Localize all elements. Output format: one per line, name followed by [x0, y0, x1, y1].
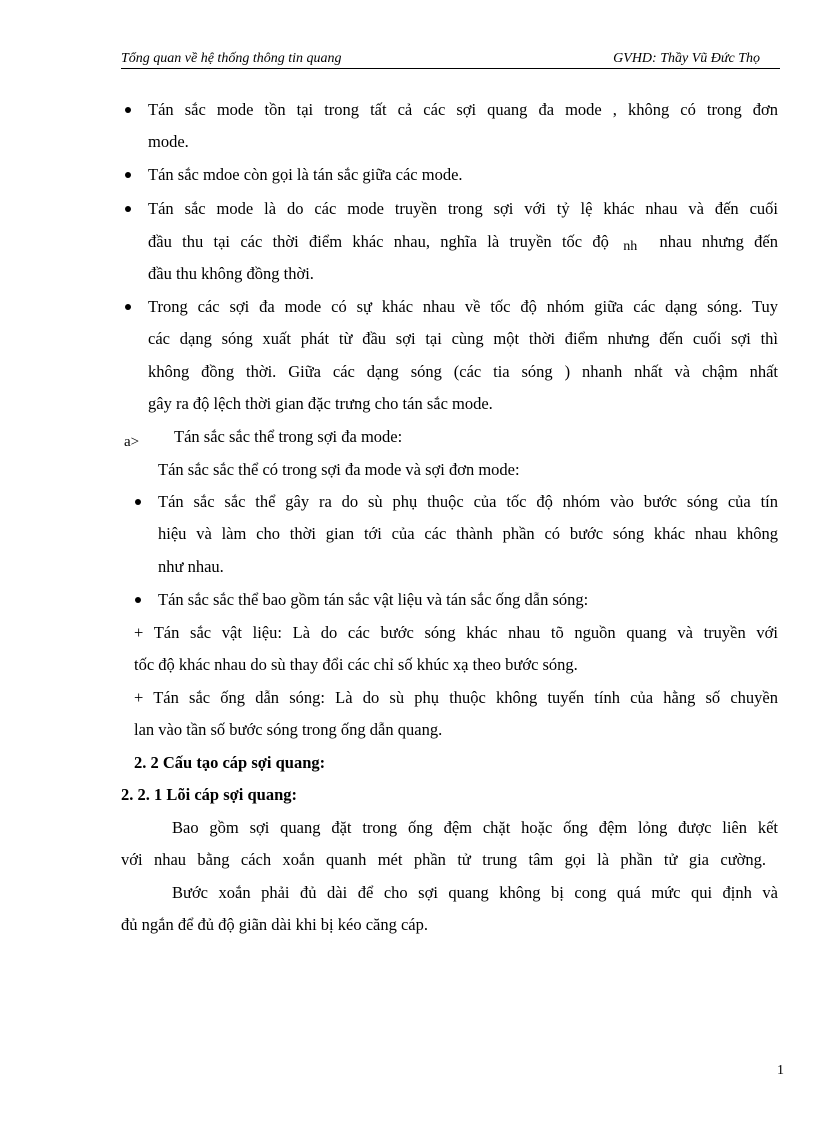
bullet-a1-line-2: hiệu và làm cho thời gian tới của các thành phần có bước sóng khác nhau không	[158, 524, 778, 543]
bullet-a2-line-1: Tán sắc sắc thể bao gồm tán sắc vật liệu và tán sắc ống dẫn sóng:	[158, 590, 589, 609]
paragraph-2-line-2: đủ ngắn để đủ độ giãn dài khi bị kéo căng cáp.	[121, 915, 428, 934]
bullet-4-line-1: Trong các sợi đa mode có sự khác nhau về tốc độ nhóm giữa các dạng sóng. Tuy	[148, 297, 778, 316]
paragraph-1-line-1: Bao gồm sợi quang đặt trong ống đệm chặt hoặc ống đệm lỏng được liên kết	[172, 818, 778, 837]
bullet-dot	[135, 597, 141, 603]
paragraph-2-line-1: Bước xoắn phải đủ dài để cho sợi quang không bị cong quá mức qui định và	[172, 883, 778, 902]
bullet-4-line-3: không đồng thời. Giữa các dạng sóng (các tia sóng ) nhanh nhất và chậm nhất	[148, 362, 778, 381]
subscript-nh: nh	[623, 239, 638, 254]
heading-2-2: 2. 2 Cấu tạo cáp sợi quang:	[134, 753, 326, 772]
section-a-intro: Tán sắc sắc thể có trong sợi đa mode và sợi đơn mode:	[158, 460, 520, 479]
bullet-4-line-2: các dạng sóng xuất phát từ đầu sợi tại cùng một thời điểm nhưng đến cuối sợi thì	[148, 329, 778, 348]
bullet-1-line-1: Tán sắc mode tồn tại trong tất cả các sợi quang đa mode , không có trong đơn	[148, 100, 778, 119]
bullet-3-line-3: đầu thu không đồng thời.	[148, 264, 314, 283]
bullet-1-line-2: mode.	[148, 132, 189, 151]
bullet-3-line-2b: nhau nhưng đến	[659, 232, 779, 251]
paragraph-1-line-2: với nhau bằng cách xoắn quanh mét phần tử trung tâm gọi là phần tử gia cường.	[121, 850, 766, 869]
section-a-marker: a>	[124, 434, 140, 450]
bullet-dot	[125, 172, 131, 178]
heading-2-2-1: 2. 2. 1 Lõi cáp sợi quang:	[121, 785, 298, 804]
header-advisor: GVHD: Thầy Vũ Đức Thọ	[613, 51, 760, 66]
bullet-3-line-2a: đầu thu tại các thời điểm khác nhau, nghĩa là truyền tốc độ	[148, 232, 609, 251]
bullet-a1-line-3: như nhau.	[158, 557, 224, 576]
bullet-4-line-4: gây ra độ lệch thời gian đặc trưng cho tán sắc mode.	[148, 394, 493, 413]
bullet-2-line-1: Tán sắc mdoe còn gọi là tán sắc giữa các mode.	[148, 165, 463, 184]
bullet-3-line-2	[148, 226, 778, 260]
bullet-dot	[125, 107, 131, 113]
bullet-dot	[135, 499, 141, 505]
plus-item-1-line-2: tốc độ khác nhau do sù thay đổi các chỉ số khúc xạ theo bước sóng.	[134, 655, 578, 674]
plus-item-1-line-1: + Tán sắc vật liệu: Là do các bước sóng khác nhau tõ nguồn quang và truyền với	[134, 623, 778, 642]
section-a-title: Tán sắc sắc thể trong sợi đa mode:	[174, 427, 403, 446]
bullet-dot	[125, 304, 131, 310]
header-title: Tổng quan về hệ thống thông tin quang	[121, 51, 342, 66]
page-number: 1	[777, 1063, 784, 1078]
bullet-dot	[125, 206, 131, 212]
plus-item-2-line-1: + Tán sắc ống dẫn sóng: Là do sù phụ thuộc không tuyến tính của hằng số chuyền	[134, 688, 778, 707]
page-header	[121, 50, 780, 69]
bullet-a1-line-1: Tán sắc sắc thể gây ra do sù phụ thuộc của tốc độ nhóm vào bước sóng của tín	[158, 492, 778, 511]
plus-item-2-line-2: lan vào tần số bước sóng trong ống dẫn quang.	[134, 720, 443, 739]
bullet-3-line-1: Tán sắc mode là do các mode truyền trong sợi với tỷ lệ khác nhau và đến cuối	[148, 199, 778, 218]
